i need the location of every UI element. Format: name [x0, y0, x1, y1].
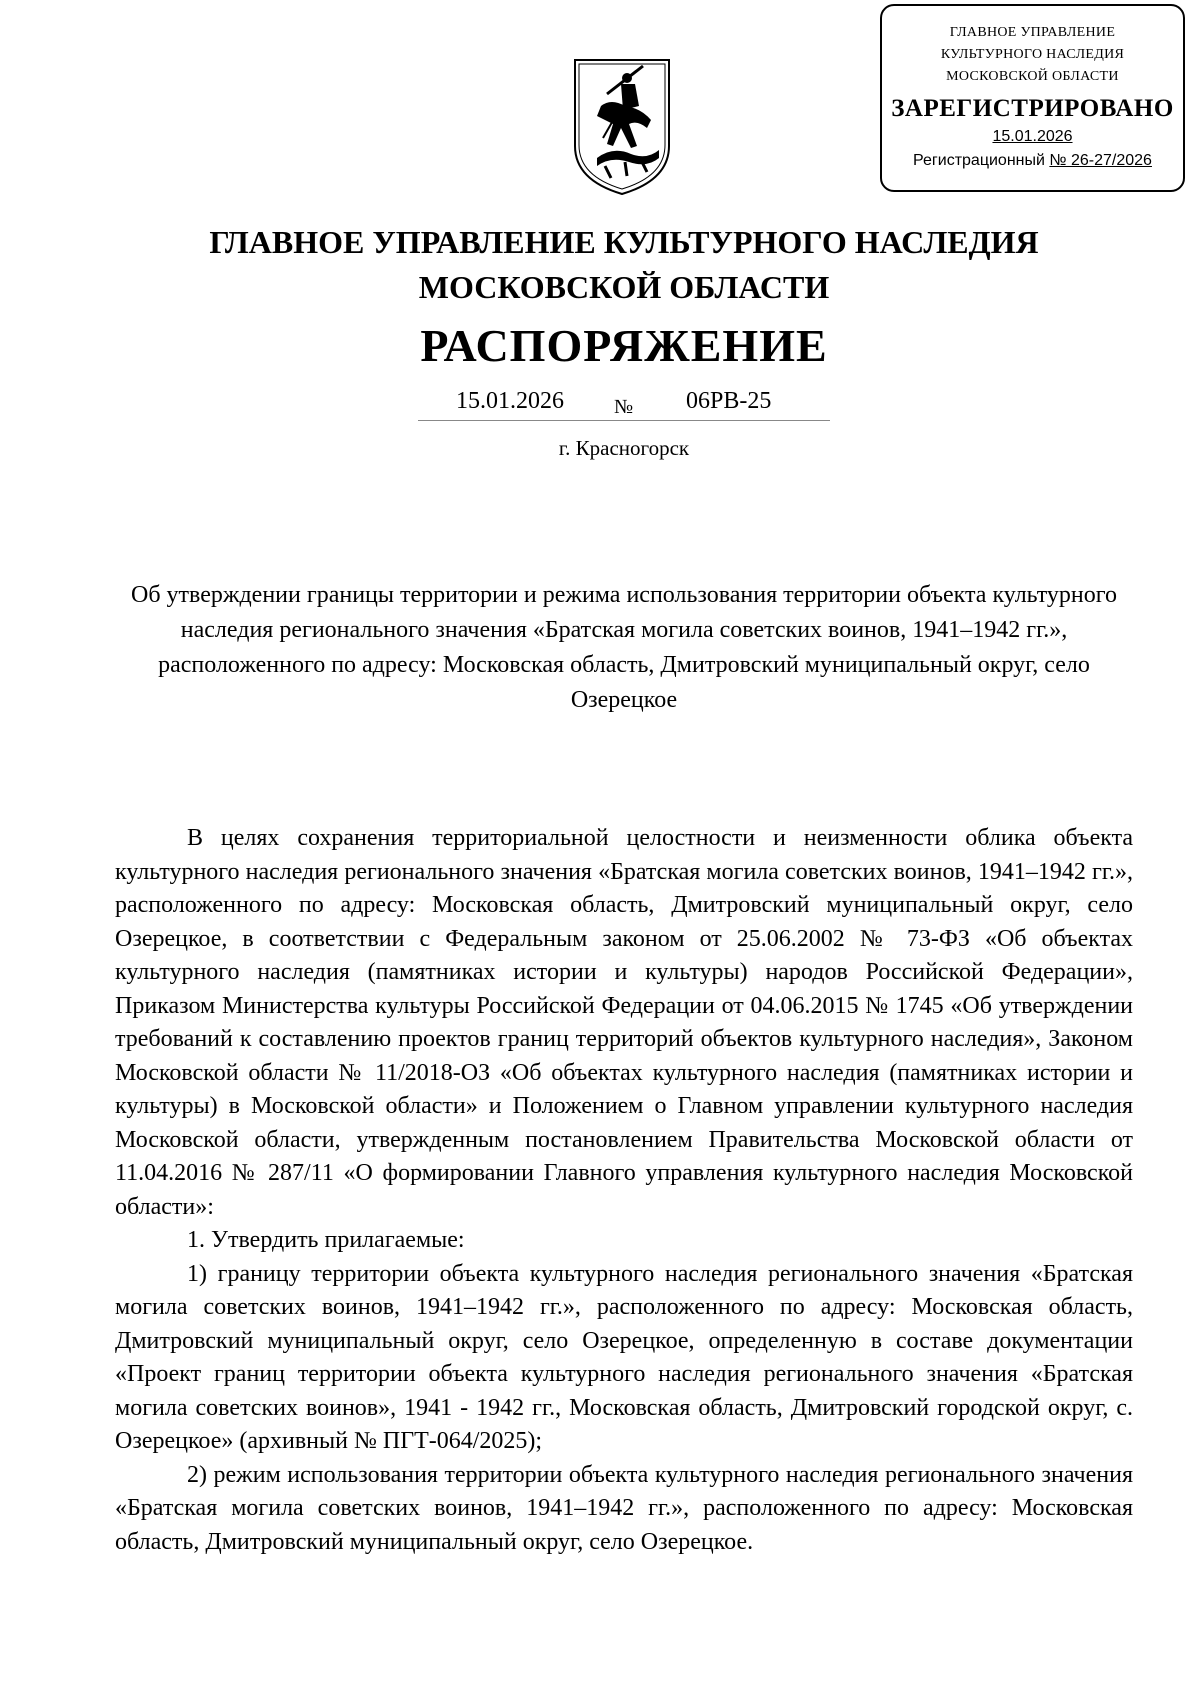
organization-title-line: МОСКОВСКОЙ ОБЛАСТИ — [418, 269, 830, 305]
clause-1-2: 2) режим использования территории объекта культурного наследия регионального значения «Братская могила советских воинов, 1941–1942 гг.», расположенного по адресу: Московская область, Дмитровский муниципальный округ, село Озерецкое. — [115, 1461, 1133, 1555]
document-date-number — [418, 380, 830, 421]
stamp-reg-number — [882, 152, 1183, 170]
stamp-org-line: МОСКОВСКОЙ ОБЛАСТИ — [946, 69, 1119, 84]
coat-of-arms-icon — [567, 54, 677, 198]
organization-title — [0, 220, 1200, 310]
document-date: 15.01.2026 — [456, 388, 564, 414]
clause-1: 1. Утвердить прилагаемые: — [187, 1227, 465, 1253]
stamp-organization — [882, 22, 1183, 88]
document-subject: Об утверждении границы территории и режима использования территории объекта культурного наследия регионального значения «Братская могила советских воинов, 1941–1942 гг.», расположенного по адресу: Московская область, Дмитровский муниципальный округ, село Озерецкое — [131, 582, 1117, 713]
document-body — [115, 822, 1133, 1559]
stamp-status: ЗАРЕГИСТРИРОВАНО — [891, 95, 1174, 122]
document-type: РАСПОРЯЖЕНИЕ — [420, 320, 828, 371]
stamp-org-line: КУЛЬТУРНОГО НАСЛЕДИЯ — [940, 47, 1125, 62]
stamp-date: 15.01.2026 — [992, 128, 1073, 145]
stamp-org-line: ГЛАВНОЕ УПРАВЛЕНИЕ — [949, 25, 1116, 40]
stamp-reg-value: № 26-27/2026 — [1049, 152, 1152, 169]
clause-1-1: 1) границу территории объекта культурного наследия регионального значения «Братская могила советских воинов, 1941–1942 гг.», расположенного по адресу: Московская область, Дмитровский муниципальный округ, село Озерецкое, определенную в составе документации «Проект границ территории объекта культурного наследия регионального значения «Братская могила советских воинов», 1941 - 1942 гг., Московская область, Дмитровский городской округ, с. Озерецкое» (архивный № ПГТ-064/2025); — [115, 1260, 1133, 1454]
stamp-reg-label: Регистрационный — [913, 152, 1045, 169]
number-sign: № — [614, 396, 634, 418]
preamble-paragraph: В целях сохранения территориальной целостности и неизменности облика объекта культурного наследия регионального значения «Братская могила советских воинов, 1941–1942 гг.», расположенного по адресу: Московская область, Дмитровский муниципальный округ, село Озерецкое, в соответствии с Федеральным законом от 25.06.2002 № 73-ФЗ «Об объектах культурного наследия (памятниках истории и культуры) народов Российской Федерации», Приказом Министерства культуры Российской Федерации от 04.06.2015 № 1745 «Об утверждении требований к составлению проектов границ территорий объектов культурного наследия», Законом Московской области № 11/2018-ОЗ «Об объектах культурного наследия (памятниках истории и культуры) в Московской области» и Положением о Главном управлении культурного наследия Московской области, утвержденным постановлением Правительства Московской области от 11.04.2016 № 287/11 «О формировании Главного управления культурного наследия Московской области»: — [115, 825, 1133, 1220]
registration-stamp — [880, 4, 1185, 192]
organization-title-line: ГЛАВНОЕ УПРАВЛЕНИЕ КУЛЬТУРНОГО НАСЛЕДИЯ — [209, 224, 1039, 260]
city: г. Красногорск — [558, 436, 690, 460]
document-number: 06РВ-25 — [686, 388, 772, 414]
